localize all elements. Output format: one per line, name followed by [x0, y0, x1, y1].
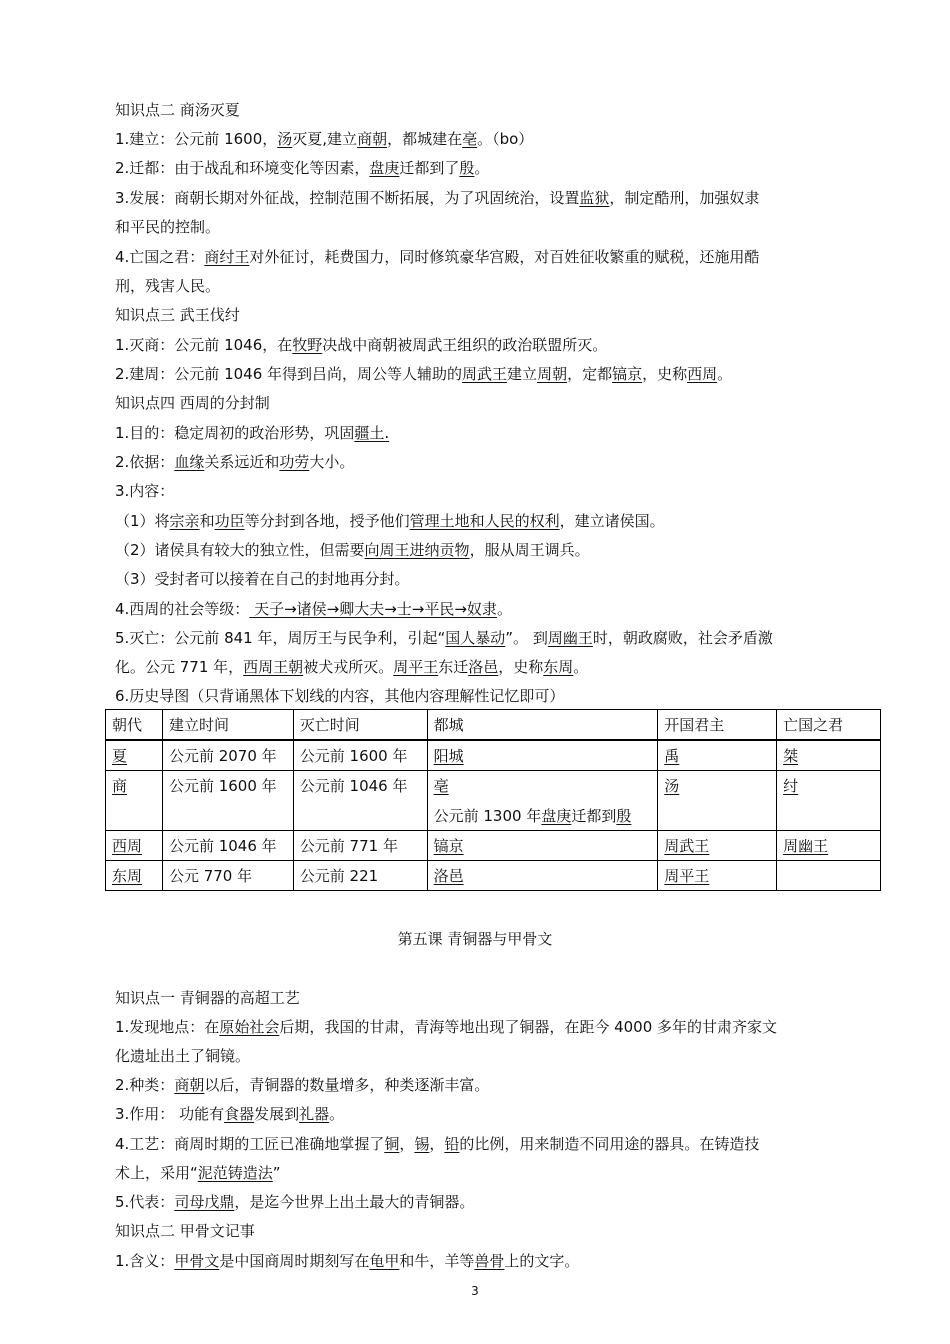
table-row	[106, 861, 881, 891]
para-oracle-meaning: 1.含义：甲骨文是中国商周时期刻写在龟甲和牛，羊等兽骨上的文字。	[115, 1252, 580, 1270]
table-header: 灭亡时间	[293, 710, 427, 741]
founder-cell: 汤	[658, 771, 777, 831]
para-history-map: 6.历史导图（只背诵黑体下划线的内容，其他内容理解性记忆即可）	[115, 687, 565, 705]
founder-cell: 周武王	[658, 831, 777, 861]
para-capital-move: 2.迁都：由于战乱和环境变化等因素，盘庚迁都到了殷。	[115, 159, 490, 177]
para-fall: 5.灭亡：公元前 841 年，周厉王与民争利，引起“国人暴动”。 到周幽王时，朝政腐败，社会矛盾激	[115, 629, 773, 647]
end-cell: 公元前 221	[293, 861, 427, 891]
founder-cell: 周平王	[658, 861, 777, 891]
start-cell: 公元前 1600 年	[162, 771, 293, 831]
para-social-hierarchy: 4.西周的社会等级： 天子→诸侯→卿大夫→士→平民→奴隶。	[115, 600, 512, 618]
start-cell: 公元 770 年	[162, 861, 293, 891]
section-heading-wuwang: 知识点三 武王伐纣	[115, 306, 240, 324]
capital-cell: 阳城	[427, 740, 658, 771]
table-header: 都城	[427, 710, 658, 741]
capital-cell: 镐京	[427, 831, 658, 861]
para-fall-cont: 化。公元 771 年，西周王朝被犬戎所灭。周平王东迁洛邑，史称东周。	[115, 658, 589, 676]
para-craft-cont: 术上，采用“泥范铸造法”	[115, 1164, 281, 1182]
founder-cell: 禹	[658, 740, 777, 771]
para-types: 2.种类：商朝以后，青铜器的数量增多，种类逐渐丰富。	[115, 1076, 490, 1094]
para-craft: 4.工艺：商周时期的工匠已准确地掌握了铜，锡，铅的比例，用来制造不同用途的器具。在铸造技	[115, 1135, 760, 1153]
last-king-cell: 周幽王	[777, 831, 881, 861]
dynasty-cell: 东周	[106, 861, 163, 891]
para-development: 3.发展：商朝长期对外征战，控制范围不断拓展，为了巩固统治，设置监狱，制定酷刑，加强奴隶	[115, 189, 760, 207]
table-row	[106, 831, 881, 861]
content-item-1: （1）将宗亲和功臣等分封到各地，授予他们管理土地和人民的权利，建立诸侯国。	[115, 512, 665, 530]
lesson-title: 第五课 青铜器与甲骨文	[397, 930, 553, 948]
content-item-2: （2）诸侯具有较大的独立性，但需要向周王进纳贡物，服从周王调兵。	[115, 541, 590, 559]
page-number: 3	[471, 1284, 479, 1298]
para-function: 3.作用： 功能有食器发展到礼器。	[115, 1105, 345, 1123]
content-item-3: （3）受封者可以接着在自己的封地再分封。	[115, 570, 410, 588]
table-header: 亡国之君	[777, 710, 881, 741]
section-heading-bronze: 知识点一 青铜器的高超工艺	[115, 989, 300, 1007]
para-content: 3.内容：	[115, 482, 175, 500]
para-representative: 5.代表：司母戊鼎，是迄今世界上出土最大的青铜器。	[115, 1193, 475, 1211]
capital-cell: 洛邑	[427, 861, 658, 891]
section-heading-fengjian: 知识点四 西周的分封制	[115, 394, 270, 412]
para-zhou-founding: 2.建周：公元前 1046 年得到吕尚，周公等人辅助的周武王建立周朝，定都镐京，史称西周。	[115, 365, 733, 383]
para-fall-of-shang: 1.灭商：公元前 1046，在牧野决战中商朝被周武王组织的政治联盟所灭。	[115, 336, 608, 354]
para-last-king: 4.亡国之君：商纣王对外征讨，耗费国力，同时修筑豪华宫殿，对百姓征收繁重的赋税，还施用酷	[115, 248, 760, 266]
table-header: 建立时间	[162, 710, 293, 741]
dynasty-cell: 夏	[106, 740, 163, 771]
section-heading-shang-tang: 知识点二 商汤灭夏	[115, 101, 240, 119]
start-cell: 公元前 2070 年	[162, 740, 293, 771]
para-discovery-cont: 化遗址出土了铜镜。	[115, 1047, 251, 1065]
dynasty-table	[105, 709, 881, 891]
table-row	[106, 740, 881, 771]
capital-cell: 亳 公元前 1300 年盘庚迁都到殷	[427, 771, 658, 831]
para-development-cont: 和平民的控制。	[115, 218, 221, 236]
last-king-cell	[777, 861, 881, 891]
last-king-cell: 桀	[777, 740, 881, 771]
para-purpose: 1.目的：稳定周初的政治形势，巩固疆土.	[115, 424, 390, 442]
para-discovery: 1.发现地点：在原始社会后期，我国的甘肃，青海等地出现了铜器，在距今 4000 多年的甘肃齐家文	[115, 1018, 778, 1036]
end-cell: 公元前 771 年	[293, 831, 427, 861]
table-header-row	[106, 710, 881, 741]
end-cell: 公元前 1046 年	[293, 771, 427, 831]
section-heading-oracle: 知识点二 甲骨文记事	[115, 1222, 255, 1240]
table-row	[106, 771, 881, 831]
para-founding: 1.建立：公元前 1600，汤灭夏,建立商朝，都城建在亳。（bo）	[115, 130, 534, 148]
dynasty-cell: 西周	[106, 831, 163, 861]
table-header: 朝代	[106, 710, 163, 741]
start-cell: 公元前 1046 年	[162, 831, 293, 861]
last-king-cell: 纣	[777, 771, 881, 831]
para-basis: 2.依据：血缘关系远近和功劳大小。	[115, 453, 355, 471]
table-header: 开国君主	[658, 710, 777, 741]
end-cell: 公元前 1600 年	[293, 740, 427, 771]
dynasty-cell: 商	[106, 771, 163, 831]
para-last-king-cont: 刑，残害人民。	[115, 277, 221, 295]
